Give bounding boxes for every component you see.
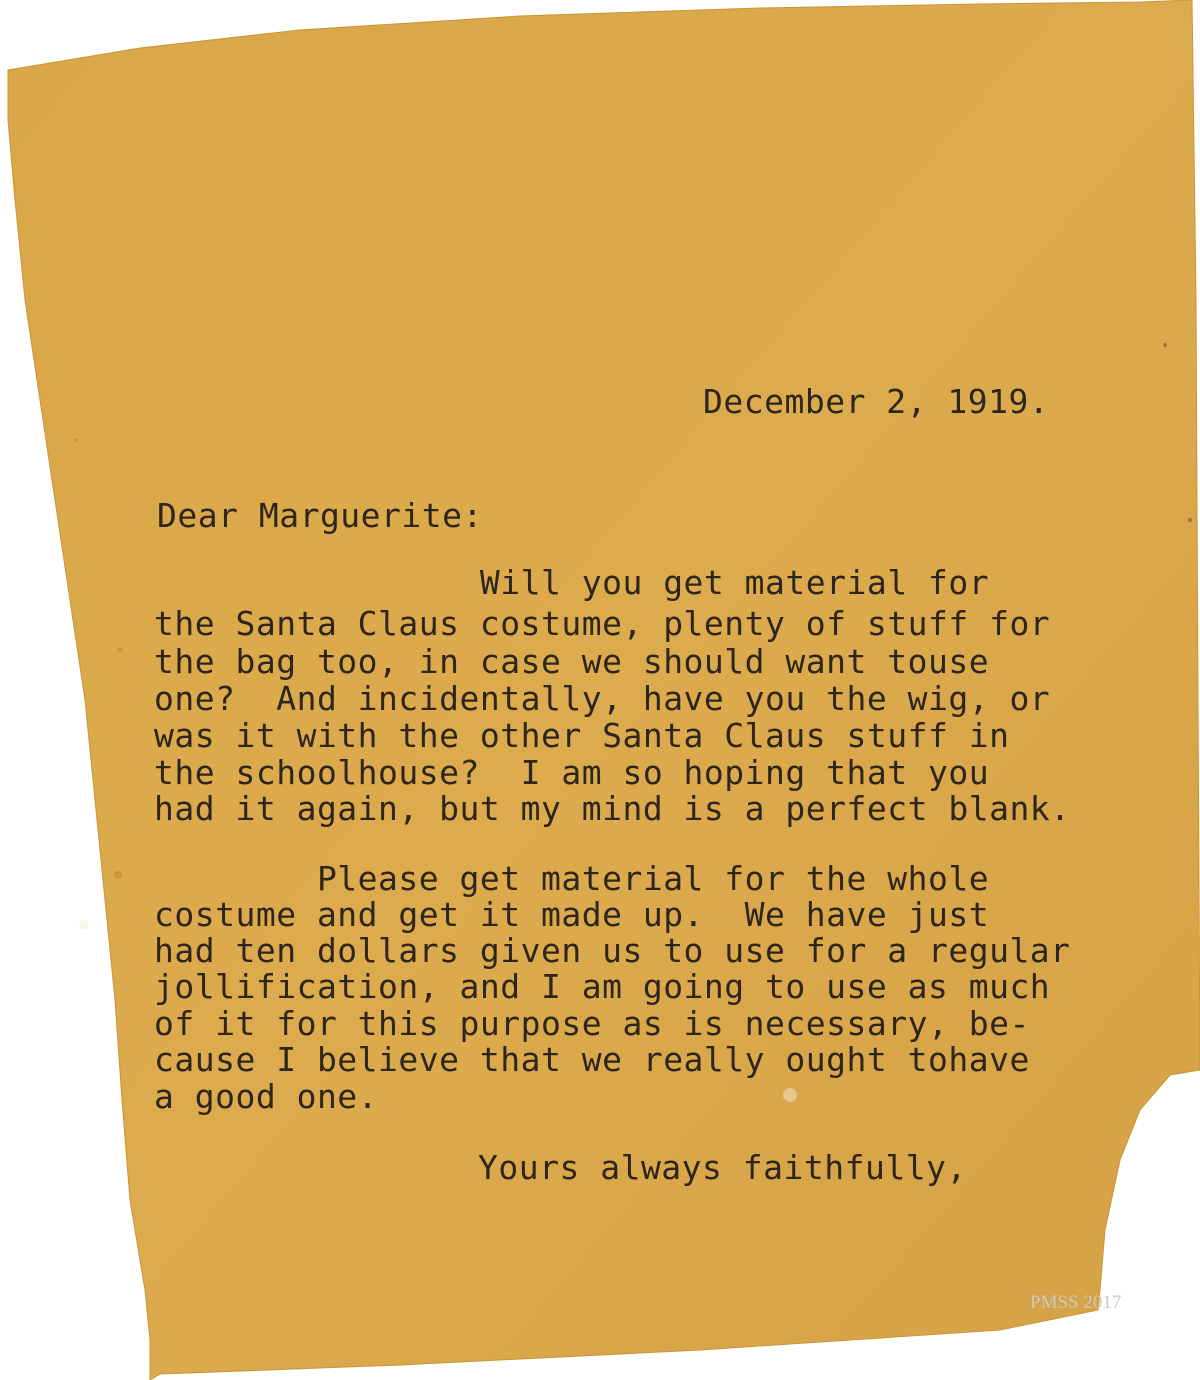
paragraph-1-line: the bag too, in case we should want touse xyxy=(154,642,990,681)
letter-closing: Yours always faithfully, xyxy=(478,1148,967,1187)
paragraph-2-line: jollification, and I am going to use as much xyxy=(154,967,1051,1006)
paragraph-1-line: one? And incidentally, have you the wig, or xyxy=(154,679,1051,718)
paragraph-1-line: had it again, but my mind is a perfect blank. xyxy=(154,789,1071,828)
paragraph-2-line: cause I believe that we really ought tohave xyxy=(154,1040,1030,1079)
paragraph-1-line: Will you get material for xyxy=(154,563,990,602)
paragraph-1-line: was it with the other Santa Claus stuff in xyxy=(154,716,1010,755)
paragraph-2-line: a good one. xyxy=(154,1077,379,1116)
paragraph-2-line: of it for this purpose as is necessary, be- xyxy=(154,1004,1030,1043)
paragraph-2-line: Please get material for the whole xyxy=(154,859,990,898)
paragraph-2-line: costume and get it made up. We have just xyxy=(154,895,990,934)
paragraph-1-line: the schoolhouse? I am so hoping that you xyxy=(154,753,990,792)
paragraph-2-line: had ten dollars given us to use for a regular xyxy=(154,931,1071,970)
watermark: PMSS 2017 xyxy=(1030,1292,1122,1313)
letter-date: December 2, 1919. xyxy=(703,382,1050,421)
paragraph-1-line: the Santa Claus costume, plenty of stuff for xyxy=(154,604,1051,643)
letter-salutation: Dear Marguerite: xyxy=(157,496,483,535)
